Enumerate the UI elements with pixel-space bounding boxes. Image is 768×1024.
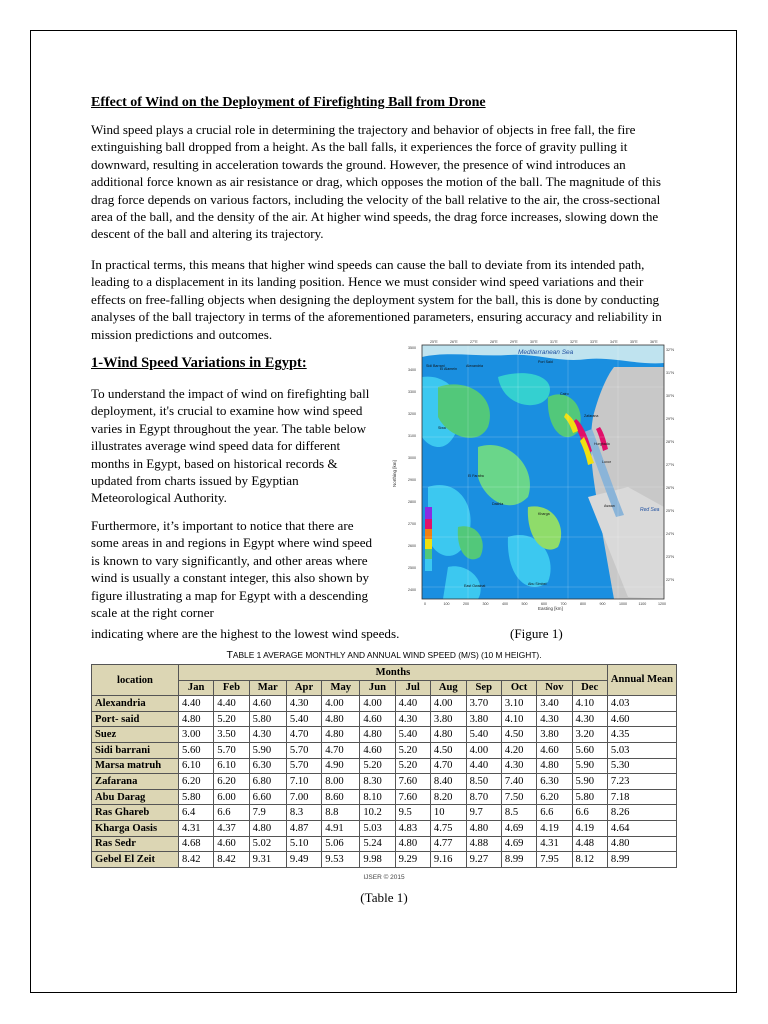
map-left-tick: 3400 (408, 368, 416, 372)
location-cell: Sidi barrani (92, 742, 179, 758)
wind-value-cell: 5.90 (572, 774, 607, 790)
annual-mean-header: Annual Mean (607, 665, 676, 696)
wind-value-cell: 9.49 (286, 852, 321, 868)
map-place-label: Kharga (538, 512, 550, 516)
section-paragraph-last-line: indicating where are the highest to the lowest wind speeds. (91, 626, 400, 641)
wind-value-cell: 7.60 (395, 789, 430, 805)
wind-value-cell: 4.10 (572, 696, 607, 712)
map-left-tick: 3200 (408, 412, 416, 416)
month-header: Aug (430, 680, 466, 696)
wind-value-cell: 9.31 (249, 852, 286, 868)
month-header: Nov (537, 680, 572, 696)
map-bottom-tick: 800 (580, 602, 586, 606)
wind-value-cell: 3.80 (537, 727, 572, 743)
wind-value-cell: 8.30 (360, 774, 395, 790)
wind-value-cell: 4.60 (214, 836, 249, 852)
wind-value-cell: 4.30 (395, 711, 430, 727)
month-header: Jun (360, 680, 395, 696)
map-right-tick: 28°N (666, 440, 675, 444)
wind-value-cell: 5.80 (572, 789, 607, 805)
map-place-label: Abu Simbel (528, 582, 547, 586)
wind-value-cell: 6.20 (537, 789, 572, 805)
wind-value-cell: 4.80 (249, 820, 286, 836)
map-left-tick: 2500 (408, 566, 416, 570)
map-place-label: Sidi Barrani (426, 364, 445, 368)
wind-value-cell: 3.20 (572, 727, 607, 743)
wind-value-cell: 10.2 (360, 805, 395, 821)
wind-value-cell: 9.7 (466, 805, 501, 821)
wind-value-cell: 4.40 (214, 696, 249, 712)
map-bottom-tick: 1000 (619, 602, 627, 606)
annual-mean-cell: 8.26 (607, 805, 676, 821)
wind-value-cell: 6.80 (249, 774, 286, 790)
wind-value-cell: 5.80 (249, 711, 286, 727)
wind-value-cell: 4.00 (466, 742, 501, 758)
wind-value-cell: 3.40 (537, 696, 572, 712)
annual-mean-cell: 4.03 (607, 696, 676, 712)
location-header: location (92, 665, 179, 696)
wind-value-cell: 5.20 (360, 758, 395, 774)
wind-value-cell: 8.00 (322, 774, 360, 790)
wind-value-cell: 7.50 (501, 789, 536, 805)
map-right-tick: 30°N (666, 394, 675, 398)
wind-value-cell: 8.20 (430, 789, 466, 805)
location-cell: Marsa matruh (92, 758, 179, 774)
wind-value-cell: 5.40 (466, 727, 501, 743)
wind-value-cell: 3.00 (179, 727, 214, 743)
table-caption: TABLE 1 AVERAGE MONTHLY AND ANNUAL WIND SPEED (M/S) (10 M HEIGHT). (226, 649, 542, 661)
wind-value-cell: 5.20 (395, 742, 430, 758)
wind-value-cell: 4.60 (360, 742, 395, 758)
location-cell: Ras Sedr (92, 836, 179, 852)
wind-value-cell: 5.20 (214, 711, 249, 727)
map-top-tick: 26°E (450, 340, 458, 344)
wind-value-cell: 4.69 (501, 820, 536, 836)
wind-value-cell: 6.20 (179, 774, 214, 790)
wind-value-cell: 7.40 (501, 774, 536, 790)
table-row (92, 789, 677, 805)
month-header: Apr (286, 680, 321, 696)
wind-value-cell: 6.30 (537, 774, 572, 790)
wind-value-cell: 8.3 (286, 805, 321, 821)
map-left-tick: 3300 (408, 390, 416, 394)
wind-value-cell: 4.37 (214, 820, 249, 836)
map-place-label: Zafarana (584, 414, 599, 418)
month-header: Dec (572, 680, 607, 696)
wind-value-cell: 4.19 (572, 820, 607, 836)
table-row (92, 805, 677, 821)
wind-value-cell: 7.60 (395, 774, 430, 790)
wind-value-cell: 7.9 (249, 805, 286, 821)
wind-value-cell: 6.4 (179, 805, 214, 821)
map-top-tick: 25°E (430, 340, 438, 344)
annual-mean-cell: 5.03 (607, 742, 676, 758)
document-title: Effect of Wind on the Deployment of Firefighting Ball from Drone (91, 95, 486, 110)
wind-value-cell: 5.10 (286, 836, 321, 852)
wind-value-cell: 4.60 (537, 742, 572, 758)
map-bottom-tick: 900 (599, 602, 606, 606)
map-top-tick: 31°E (550, 340, 558, 344)
wind-value-cell: 4.80 (395, 836, 430, 852)
map-place-label: Dakhla (492, 502, 504, 506)
map-top-tick: 32°E (570, 340, 578, 344)
wind-value-cell: 4.30 (572, 711, 607, 727)
wind-value-cell: 6.10 (179, 758, 214, 774)
map-right-tick: 29°N (666, 417, 675, 421)
wind-value-cell: 4.68 (179, 836, 214, 852)
wind-value-cell: 4.80 (466, 820, 501, 836)
map-place-label: East Owainat (464, 584, 486, 588)
intro-paragraph: Wind speed plays a crucial role in determining the trajectory and behavior of objects in free fall, the fire extinguishing ball dropped from a height. As the ball falls, it experiences the force of gravity pulling it downward, resulting in acceleration towards the ground. However, the presence of wind introduces an additional force known as air resistance or drag, which opposes the motion of the ball. The magnitude of this drag force depends on various factors, including the velocity of the ball relative to the air, the cross-sectional area of the ball, and the density of the air. At higher wind speeds, the drag force increases, slowing down the descent of the ball and altering its trajectory. (91, 122, 661, 242)
wind-value-cell: 4.87 (286, 820, 321, 836)
wind-value-cell: 5.60 (179, 742, 214, 758)
wind-value-cell: 4.60 (360, 711, 395, 727)
map-x-axis-label: Easting [km] (538, 606, 563, 611)
wind-value-cell: 6.6 (537, 805, 572, 821)
wind-value-cell: 4.88 (466, 836, 501, 852)
wind-value-cell: 3.80 (466, 711, 501, 727)
map-top-tick: 30°E (530, 340, 538, 344)
location-cell: Port- said (92, 711, 179, 727)
section-heading: 1-Wind Speed Variations in Egypt: (91, 355, 307, 371)
map-place-label: Port Said (538, 360, 553, 364)
map-bottom-tick: 700 (560, 602, 567, 606)
month-header: Sep (466, 680, 501, 696)
section-paragraph-1: To understand the impact of wind on firefighting ball deployment, it's crucial to examine how wind speed varies in Egypt throughout the year. The table below illustrates average wind speed data for different months in Egypt, based on historical records & updated from charts issued by Egyptian Meteorological Authority. (91, 386, 370, 506)
map-left-tick: 2800 (408, 500, 416, 504)
month-header: Mar (249, 680, 286, 696)
wind-value-cell: 7.00 (286, 789, 321, 805)
wind-value-cell: 4.50 (501, 727, 536, 743)
wind-value-cell: 5.02 (249, 836, 286, 852)
wind-value-cell: 10 (430, 805, 466, 821)
map-right-tick: 23°N (666, 555, 675, 559)
wind-value-cell: 4.80 (322, 727, 360, 743)
table-row (92, 696, 677, 712)
wind-value-cell: 4.91 (322, 820, 360, 836)
annual-mean-cell: 7.18 (607, 789, 676, 805)
wind-value-cell: 6.10 (214, 758, 249, 774)
map-right-tick: 26°N (666, 486, 675, 490)
wind-value-cell: 5.03 (360, 820, 395, 836)
wind-value-cell: 4.70 (286, 727, 321, 743)
map-bottom-tick: 500 (521, 602, 528, 606)
annual-mean-cell: 4.60 (607, 711, 676, 727)
wind-value-cell: 6.30 (249, 758, 286, 774)
map-left-tick: 2700 (408, 522, 416, 526)
map-bottom-tick: 0 (424, 602, 426, 606)
wind-value-cell: 8.10 (360, 789, 395, 805)
map-top-tick: 34°E (610, 340, 618, 344)
location-cell: Zafarana (92, 774, 179, 790)
table-row (92, 774, 677, 790)
wind-value-cell: 5.06 (322, 836, 360, 852)
egypt-wind-map (388, 337, 684, 611)
annual-mean-cell: 8.99 (607, 852, 676, 868)
map-right-tick: 31°N (666, 371, 675, 375)
wind-value-cell: 4.48 (572, 836, 607, 852)
wind-value-cell: 9.27 (466, 852, 501, 868)
location-cell: Ras Ghareb (92, 805, 179, 821)
months-header: Months (179, 665, 608, 681)
map-left-tick: 3500 (408, 346, 416, 350)
map-bottom-tick: 300 (482, 602, 489, 606)
location-cell: Abu Darag (92, 789, 179, 805)
month-header: Jul (395, 680, 430, 696)
map-left-tick: 2600 (408, 544, 416, 548)
table-label: (Table 1) (360, 890, 408, 905)
wind-value-cell: 7.10 (286, 774, 321, 790)
annual-mean-cell: 5.30 (607, 758, 676, 774)
wind-value-cell: 4.30 (537, 711, 572, 727)
wind-value-cell: 9.5 (395, 805, 430, 821)
wind-value-cell: 3.50 (214, 727, 249, 743)
table-row (92, 820, 677, 836)
map-right-tick: 32°N (666, 348, 675, 352)
map-top-tick: 36°E (650, 340, 658, 344)
map-place-label: Hurghada (594, 442, 610, 446)
map-place-label: El Farafra (468, 474, 484, 478)
wind-value-cell: 4.70 (430, 758, 466, 774)
location-cell: Kharga Oasis (92, 820, 179, 836)
wind-value-cell: 4.40 (395, 696, 430, 712)
wind-value-cell: 4.30 (501, 758, 536, 774)
wind-speed-table (91, 664, 677, 868)
wind-value-cell: 7.95 (537, 852, 572, 868)
wind-value-cell: 4.83 (395, 820, 430, 836)
wind-value-cell: 4.40 (466, 758, 501, 774)
wind-value-cell: 5.40 (286, 711, 321, 727)
wind-value-cell: 4.50 (430, 742, 466, 758)
annual-mean-cell: 4.64 (607, 820, 676, 836)
wind-value-cell: 4.77 (430, 836, 466, 852)
location-cell: Suez (92, 727, 179, 743)
wind-value-cell: 3.10 (501, 696, 536, 712)
annual-mean-cell: 4.35 (607, 727, 676, 743)
map-right-tick: 22°N (666, 578, 675, 582)
wind-value-cell: 4.19 (537, 820, 572, 836)
wind-value-cell: 5.90 (249, 742, 286, 758)
wind-value-cell: 6.60 (249, 789, 286, 805)
table-row (92, 836, 677, 852)
wind-value-cell: 4.80 (430, 727, 466, 743)
wind-value-cell: 3.70 (466, 696, 501, 712)
map-right-tick: 25°N (666, 509, 675, 513)
wind-value-cell: 4.10 (501, 711, 536, 727)
wind-value-cell: 9.16 (430, 852, 466, 868)
map-place-label: Cairo (560, 392, 569, 396)
wind-value-cell: 4.31 (537, 836, 572, 852)
wind-value-cell: 4.40 (179, 696, 214, 712)
practical-paragraph: In practical terms, this means that higher wind speeds can cause the ball to deviate from its intended path, leading to a displacement in its landing position. Hence we must consider wind speed variations and their effects on free-falling objects when designing the deployment system for the ball, this is done by conducting analyses of the ball trajectory in terms of the aforementioned parameters, ensuring accuracy and reliability in mission predictions and outcomes. (91, 257, 662, 342)
wind-value-cell: 4.31 (179, 820, 214, 836)
map-left-tick: 3000 (408, 456, 416, 460)
wind-value-cell: 3.80 (430, 711, 466, 727)
wind-value-cell: 8.50 (466, 774, 501, 790)
map-right-tick: 24°N (666, 532, 675, 536)
table-row (92, 758, 677, 774)
map-top-tick: 27°E (470, 340, 478, 344)
table-source-note: IJSER © 2015 (363, 874, 405, 881)
map-left-tick: 2400 (408, 588, 416, 592)
location-cell: Alexandria (92, 696, 179, 712)
map-bottom-tick: 400 (502, 602, 508, 606)
month-header: Jan (179, 680, 214, 696)
wind-value-cell: 4.69 (501, 836, 536, 852)
wind-value-cell: 6.20 (214, 774, 249, 790)
map-left-tick: 3100 (408, 434, 416, 438)
wind-value-cell: 8.5 (501, 805, 536, 821)
wind-value-cell: 5.60 (572, 742, 607, 758)
wind-value-cell: 4.75 (430, 820, 466, 836)
map-y-axis-label: Northing [km] (392, 460, 397, 487)
month-header: Feb (214, 680, 249, 696)
map-bottom-tick: 100 (443, 602, 450, 606)
annual-mean-cell: 4.80 (607, 836, 676, 852)
wind-value-cell: 4.60 (249, 696, 286, 712)
map-place-label: Luxor (602, 460, 611, 464)
map-top-tick: 33°E (590, 340, 598, 344)
map-top-tick: 29°E (510, 340, 518, 344)
wind-value-cell: 4.80 (179, 711, 214, 727)
month-header: May (322, 680, 360, 696)
wind-value-cell: 4.90 (322, 758, 360, 774)
table-row (92, 727, 677, 743)
map-bottom-tick: 600 (541, 602, 547, 606)
map-place-label: Siwa (438, 426, 446, 430)
wind-value-cell: 5.70 (214, 742, 249, 758)
wind-value-cell: 9.53 (322, 852, 360, 868)
table-row (92, 711, 677, 727)
wind-value-cell: 5.90 (572, 758, 607, 774)
wind-value-cell: 4.80 (537, 758, 572, 774)
wind-value-cell: 8.60 (322, 789, 360, 805)
wind-value-cell: 4.70 (322, 742, 360, 758)
wind-value-cell: 5.20 (395, 758, 430, 774)
location-cell: Gebel El Zeit (92, 852, 179, 868)
map-bottom-tick: 1100 (638, 602, 647, 606)
wind-value-cell: 9.98 (360, 852, 395, 868)
map-left-tick: 2900 (408, 478, 416, 482)
wind-value-cell: 8.12 (572, 852, 607, 868)
wind-value-cell: 4.30 (286, 696, 321, 712)
wind-value-cell: 4.80 (322, 711, 360, 727)
month-header: Oct (501, 680, 536, 696)
map-right-tick: 27°N (666, 463, 675, 467)
map-sea-label: Mediterranean Sea (518, 349, 574, 356)
map-red-sea-label: Red Sea (640, 507, 660, 513)
wind-value-cell: 8.42 (214, 852, 249, 868)
wind-value-cell: 4.00 (360, 696, 395, 712)
map-place-label: Alexandria (466, 364, 483, 368)
wind-value-cell: 6.6 (572, 805, 607, 821)
map-place-label: El Alamein (440, 367, 457, 371)
section-paragraph-2: Furthermore, it’s important to notice that there are some areas in and regions in Egypt where wind speed is known to vary significantly, and other areas where wind is usually a constant integer, this also shown by figure illustrating a map for Egypt with a descending scale at the right corner (91, 518, 373, 621)
wind-value-cell: 4.20 (501, 742, 536, 758)
wind-value-cell: 8.70 (466, 789, 501, 805)
map-top-tick: 28°E (490, 340, 498, 344)
wind-value-cell: 4.30 (249, 727, 286, 743)
wind-value-cell: 8.40 (430, 774, 466, 790)
table-row (92, 742, 677, 758)
map-place-label: Aswan (604, 504, 615, 508)
wind-value-cell: 5.40 (395, 727, 430, 743)
wind-value-cell: 4.00 (322, 696, 360, 712)
wind-value-cell: 5.70 (286, 758, 321, 774)
wind-value-cell: 9.29 (395, 852, 430, 868)
wind-value-cell: 8.8 (322, 805, 360, 821)
wind-value-cell: 4.80 (360, 727, 395, 743)
figure-caption: (Figure 1) (510, 626, 563, 641)
wind-value-cell: 5.70 (286, 742, 321, 758)
table-row (92, 852, 677, 868)
wind-value-cell: 5.80 (179, 789, 214, 805)
wind-value-cell: 4.00 (430, 696, 466, 712)
map-bottom-tick: 200 (463, 602, 469, 606)
map-top-tick: 35°E (630, 340, 638, 344)
wind-value-cell: 5.24 (360, 836, 395, 852)
map-bottom-tick: 1200 (658, 602, 666, 606)
annual-mean-cell: 7.23 (607, 774, 676, 790)
wind-value-cell: 8.99 (501, 852, 536, 868)
wind-value-cell: 8.42 (179, 852, 214, 868)
wind-value-cell: 6.6 (214, 805, 249, 821)
wind-value-cell: 6.00 (214, 789, 249, 805)
